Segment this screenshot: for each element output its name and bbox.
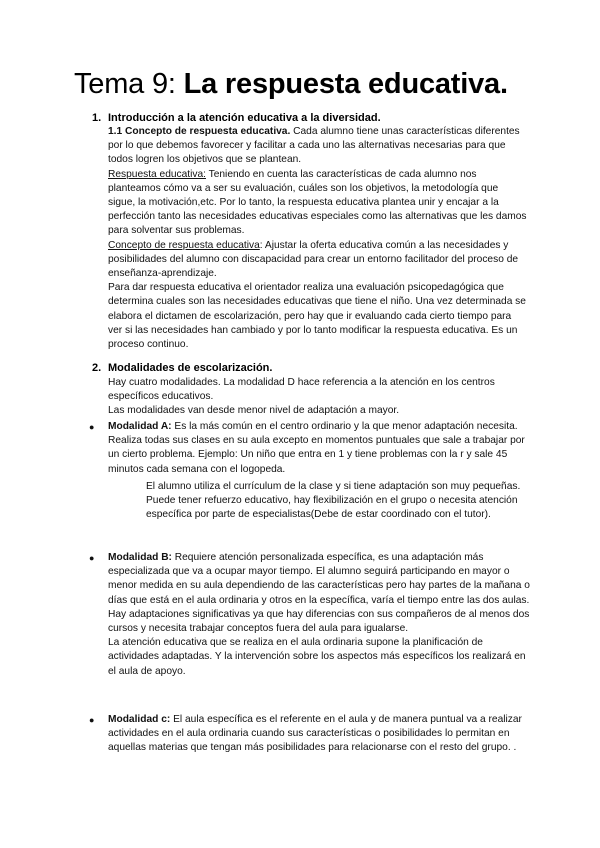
title-prefix: Tema 9: <box>74 68 184 100</box>
modalidad-a-text: Es la más común en el centro ordinario y la que menor adaptación necesita. Realiza todas sus clases en su aula excepto en momentos puntuales que sale a trabajar por un cierto problema. Ejemplo: Un niño que entra en 1 y tiene problemas con la r y sale 45 minutos cada semana con el logopeda. <box>108 421 525 475</box>
section-1-heading <box>92 111 381 125</box>
modalidad-b-paragraph-3: La atención educativa que se realiza en el aula ordinaria supone la planificación de actividades adaptadas. Y la intervención sobre los aspectos más específicos los realizará en el aula de apoyo. <box>108 637 526 677</box>
section-1-body <box>108 125 528 352</box>
modalidad-a-paragraph <box>108 420 532 477</box>
modalidad-c-paragraph <box>108 713 532 756</box>
modalidad-a-indented <box>146 480 524 523</box>
respuesta-educativa-paragraph <box>108 168 528 239</box>
bullet-marker: ● <box>89 553 95 563</box>
section-2-intro <box>108 376 528 419</box>
bullet-marker: ● <box>89 715 95 725</box>
modalidad-c-text: El aula específica es el referente en el aula y de manera puntual va a realizar actividades en el aula ordinaria cuando sus características o posibilidades lo permitan en aquellas materias que tengan más posibilidades para relacionarse con el resto del grupo. . <box>108 714 522 754</box>
concepto-label: Concepto de respuesta educativa <box>108 239 260 251</box>
modalidad-b-paragraph-2: Hay adaptaciones significativas ya que hay diferencias con sus compañeros de al menos dos cursos y necesita trabajar conceptos fuera del aula para igualarse. <box>108 608 530 635</box>
orientador-paragraph: Para dar respuesta educativa el orientador realiza una evaluación psicopedagógica que determina cuales son las necesidades educativas que tiene el niño. Una vez determinada se elabora el dictamen de escolarización, pero hay que ir evaluando cada cierto tiempo para ver si las necesidades han cambiado y por lo tanto modificar la respuesta educativa. Es un proceso continuo. <box>108 282 526 351</box>
section-2-intro-1: Hay cuatro modalidades. La modalidad D hace referencia a la atención en los centros específicos educativos. <box>108 377 495 403</box>
title-bold: La respuesta educativa. <box>183 68 508 100</box>
section-2-number: 2. <box>92 362 102 374</box>
subsection-1-1-text: Cada alumno tiene unas características diferentes por lo que debemos favorecer y facilitar a cada uno las alternativas necesarias para que todos logren los objetivos que se plantean. <box>108 126 520 166</box>
respuesta-educativa-text: Teniendo en cuenta las características de cada alumno nos planteamos cómo va a ser su evaluación, cuáles son los objetivos, la metodología que sigue, la motivación,etc. Por lo tanto, la respuesta educativa plantea unir y encajar a la perfección tanto las necesidades educativas especiales como las alternativas que les damos para solventar sus problemas. <box>108 168 527 237</box>
modalidad-a-item <box>89 420 532 477</box>
modalidad-c-item <box>89 713 532 756</box>
modalidad-b-paragraph <box>108 551 532 608</box>
modalidad-b-text: Requiere atención personalizada específica, es una adaptación más especializada que va a ocupar mayor tiempo. El alumno seguirá participando en mayor o menor medida en su aula dependiendo de las características pero hay partes de la mañana o días que está en el aula ordinaria y otros en la específica, varía el tiempo entre las dos aulas. <box>108 552 530 606</box>
page-title <box>74 66 508 102</box>
section-1-number: 1. <box>92 112 102 124</box>
section-2-intro-2: Las modalidades van desde menor nivel de adaptación a mayor. <box>108 405 400 417</box>
concepto-paragraph <box>108 239 528 282</box>
modalidad-b-item <box>89 551 532 679</box>
respuesta-educativa-label: Respuesta educativa: <box>108 168 206 180</box>
concepto-text: : Ajustar la oferta educativa común a las necesidades y posibilidades del alumno con discapacidad para crear un entorno facilitador del proceso de enseñanza-aprendizaje. <box>108 239 519 280</box>
modalidad-b-label: Modalidad B: <box>108 552 172 563</box>
subsection-1-1-heading: 1.1 Concepto de respuesta educativa. <box>108 126 291 137</box>
subsection-1-1 <box>108 125 528 168</box>
modalidad-a-label: Modalidad A: <box>108 421 172 432</box>
section-2-title: Modalidades de escolarización. <box>108 362 273 374</box>
section-2-heading <box>92 361 272 375</box>
modalidad-c-label: Modalidad c: <box>108 714 171 725</box>
bullet-marker: ● <box>89 422 95 432</box>
modalidad-a-indented-1: El alumno utiliza el currículum de la clase y si tiene adaptación son muy pequeñas. <box>146 481 521 492</box>
modalidad-a-indented-2: Puede tener refuerzo educativo, hay flexibilización en el grupo o necesita atención específica por parte de especialistas(Debe de estar coordinado con el tutor). <box>146 495 518 521</box>
section-1-title: Introducción a la atención educativa a la diversidad. <box>108 112 381 124</box>
